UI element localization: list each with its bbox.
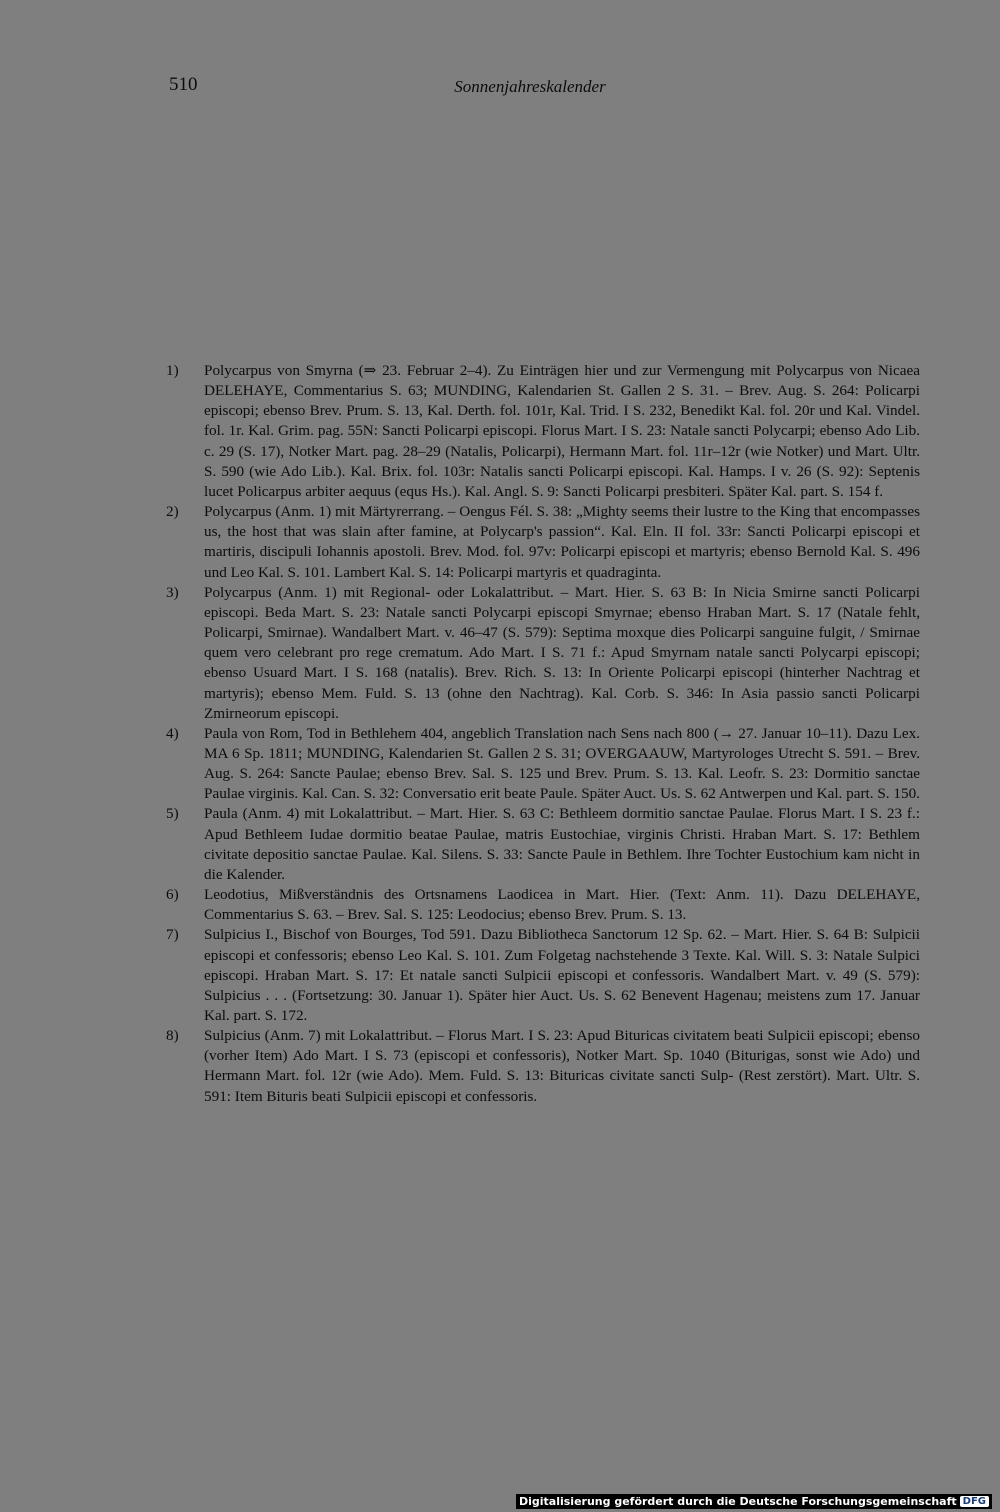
running-head: Sonnenjahreskalender: [454, 77, 606, 96]
footnote-text: Polycarpus (Anm. 1) mit Regional- oder Lokalattribut. – Mart. Hier. S. 63 B: In Nicia Smirne sancti Policarpi episcopi. Beda Mart. S. 23: Natale sancti Polycarpi episcopi Smyrnae; ebenso Hraban Mart. S. 17 (Natale fehlt, Policarpi, Smirnae). Wandalbert Mart. v. 46–47 (S. 579): Septima moxque dies Policarpi sanguine fulgit, / Smirnae quem vero celebrant pro rege crematum. Ado Mart. I S. 71 f.: Apud Smyrnam natale sancti Polycarpi episcopi; ebenso Usuard Mart. I S. 168 (natalis). Brev. Rich. S. 13: In Oriente Policarpi episcopi (hinterher Nachtrag et martyris); ebenso Mem. Fuld. S. 13 (ohne den Nachtrag). Kal. Corb. S. 346: In Asia passio sancti Policarpi Zmirneorum episcopi.: [204, 583, 920, 722]
footnote-number: 1): [166, 362, 179, 379]
footnote: [166, 361, 920, 502]
footnote-number: 7): [166, 926, 179, 944]
footnote-text: Sulpicius (Anm. 7) mit Lokalattribut. – Florus Mart. I S. 23: Apud Bituricas civitatem beati Sulpicii episcopi; ebenso (vorher Item) Ado Mart. I S. 73 (episcopi et confessoris), Notker Mart. Sp. 1040 (Biturigas, sonst wie Ado) und Hermann Mart. fol. 12r (wie Ado). Mem. Fuld. S. 13: Bituricas civitate sancti Sulp- (Rest zerstört). Mart. Ultr. S. 591: Item Bituris beati Sulpicii episcopi et confessoris.: [204, 1027, 920, 1105]
footnote: [166, 724, 920, 805]
footnote: [166, 583, 920, 724]
footnote-number: 6): [166, 886, 179, 904]
footnote-number: 2): [166, 503, 179, 521]
footnote: [166, 1026, 920, 1107]
footnote: [166, 885, 920, 925]
funding-text: Digitalisierung gefördert durch die Deutsche Forschungsgemeinschaft: [518, 1495, 957, 1508]
footnote-number: 4): [166, 724, 179, 742]
footnote-number: 3): [166, 583, 179, 601]
footnotes: [166, 361, 920, 1107]
footnote-text: Leodotius, Mißverständnis des Ortsnamens Laodicea in Mart. Hier. (Text: Anm. 11). Dazu DELEHAYE, Commentarius S. 63. – Brev. Sal. S. 125: Leodocius; ebenso Brev. Prum. S. 13.: [204, 886, 920, 924]
footnote-text: Paula (Anm. 4) mit Lokalattribut. – Mart. Hier. S. 63 C: Bethleem dormitio sanctae Paulae. Florus Mart. I S. 23 f.: Apud Bethleem Iudae dormitio beatae Paulae, matris Eustochiae, virginis Christi. Hraban Mart. S. 17: Bethlem civitate depositio sanctae Paulae. Kal. Silens. S. 33: Sancte Paule in Bethlem. Ihre Tochter Eustochium kam nicht in die Kalender.: [204, 805, 920, 883]
footnote-text: Sulpicius I., Bischof von Bourges, Tod 591. Dazu Bibliotheca Sanctorum 12 Sp. 62. – Mart. Hier. S. 64 B: Sulpicii episcopi et confessoris; ebenso Leo Kal. S. 101. Zum Folgetag nachstehende 3 Texte. Kal. Will. S. 3: Natale Sulpici episcopi. Hraban Mart. S. 17: Et natale sancti Sulpicii episcopi et confessoris. Wandalbert Mart. v. 49 (S. 579): Sulpicius . . . (Fortsetzung: 30. Januar 1). Später hier Auct. Us. S. 62 Benevent Hagenau; meistens zum 17. Januar Kal. part. S. 172.: [204, 926, 920, 1024]
footnote-text: Polycarpus von Smyrna (⇒ 23. Februar 2–4). Zu Einträgen hier und zur Vermengung mit Polycarpus von Nicaea DELEHAYE, Commentarius S. 63; MUNDING, Kalendarien St. Gallen 2 S. 31. – Brev. Aug. S. 264: Policarpi episcopi; ebenso Brev. Prum. S. 13, Kal. Derth. fol. 101r, Kal. Trid. I S. 232, Benedikt Kal. fol. 20r und Kal. Vindel. fol. 1r. Kal. Grim. pag. 55N: Sancti Policarpi episcopi. Florus Mart. I S. 23: Natale sancti Polycarpi; ebenso Ado Lib. c. 29 (S. 17), Notker Mart. pag. 28–29 (Natalis, Policarpi), Hermann Mart. fol. 11r–12r (wie Notker) und Mart. Ultr. S. 590 (wie Ado Lib.). Kal. Brix. fol. 103r: Natalis sancti Policarpi episcopi. Kal. Hamps. I v. 26 (S. 92): Septenis lucet Policarpus arbiter aequus (equs Hs.). Kal. Angl. S. 9: Sancti Policarpi presbiteri. Später Kal. part. S. 154 f.: [204, 362, 920, 500]
footnote-text: Paula von Rom, Tod in Bethlehem 404, angeblich Translation nach Sens nach 800 (→ 27. Januar 10–11). Dazu Lex. MA 6 Sp. 1811; MUNDING, Kalendarien St. Gallen 2 S. 31; OVERGAAUW, Martyrologes Utrecht S. 591. – Brev. Aug. S. 264: Sancte Paulae; ebenso Brev. Sal. S. 125 und Brev. Prum. S. 13. Kal. Leofr. S. 23: Dormitio sanctae Paulae virginis. Kal. Can. S. 32: Conversatio erit beate Paule. Später Auct. Us. S. 62 Antwerpen und Kal. part. S. 150.: [204, 724, 920, 803]
footnote: [166, 804, 920, 885]
footnote: [166, 925, 920, 1026]
footnote-number: 5): [166, 805, 179, 823]
footnote: [166, 502, 920, 583]
funding-footer: [516, 1494, 992, 1509]
page-number: 510: [169, 74, 198, 95]
dfg-logo: DFG: [960, 1496, 989, 1507]
footnote-number: 8): [166, 1027, 179, 1045]
footnote-text: Polycarpus (Anm. 1) mit Märtyrerrang. – Oengus Fél. S. 38: „Mighty seems their lustre to the King that encompasses us, the host that was slain after famine, at Polycarp's passion“. Kal. Eln. II fol. 33r: Sancti Policarpi episcopi et martiris, discipuli Iohannis apostoli. Brev. Mod. fol. 97v: Policarpi episcopi et martyris; ebenso Bernold Kal. S. 496 und Leo Kal. S. 101. Lambert Kal. S. 14: Policarpi martyris et quadraginta.: [204, 503, 920, 581]
